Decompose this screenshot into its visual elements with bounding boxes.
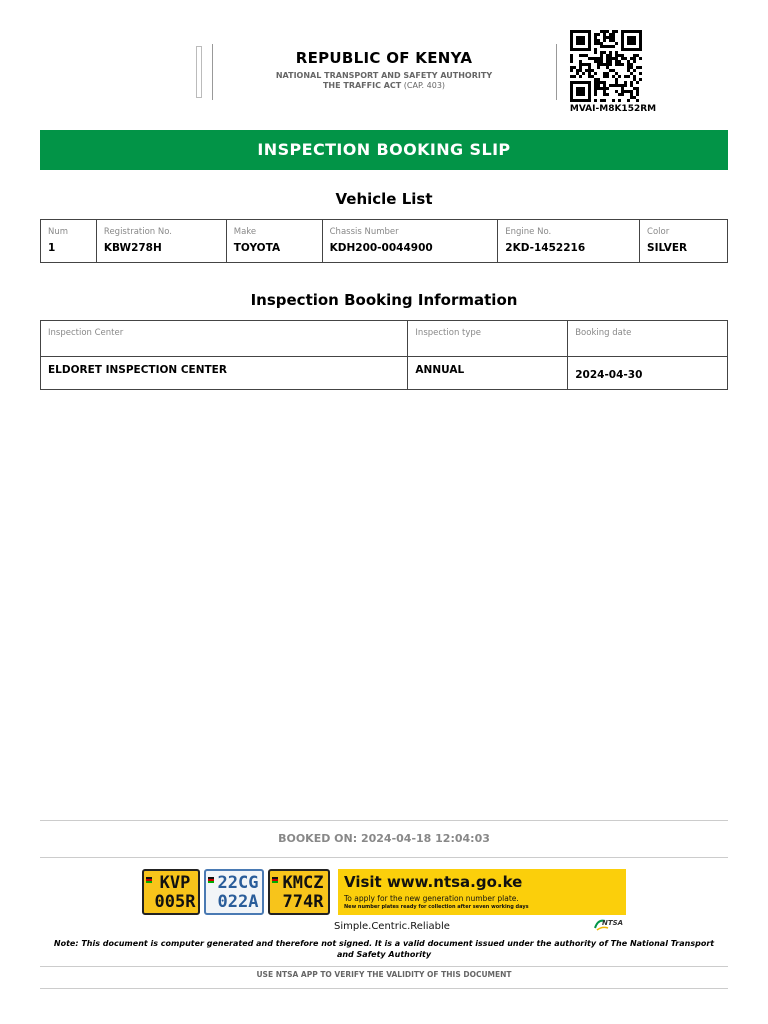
verify-instruction: USE NTSA APP TO VERIFY THE VALIDITY OF THIS DOCUMENT [256, 970, 512, 979]
authority-name: NATIONAL TRANSPORT AND SAFETY AUTHORITY [275, 71, 493, 80]
table-row [41, 357, 728, 390]
ntsa-logo: NTSA [594, 918, 628, 932]
vehicle-table [40, 219, 728, 263]
advert-visit-link: Visit www.ntsa.go.ke [344, 873, 523, 891]
plate-image: KVP 005R [142, 869, 200, 915]
flag-icon [146, 877, 152, 883]
traffic-act-line [214, 81, 554, 90]
vehicle-num-cell: Num 1 [41, 220, 97, 263]
make-cell: Make TOYOTA [226, 220, 322, 263]
header-divider-left [212, 44, 213, 100]
flag-icon [208, 877, 214, 883]
flag-icon [272, 877, 278, 883]
advert-small-text: New number plates ready for collection after seven working days [344, 904, 529, 910]
footer-divider [40, 857, 728, 858]
header-inspection-center: Inspection Center [48, 328, 124, 338]
header-booking-date: Booking date [575, 328, 632, 338]
plate-image: 22CG 022A [204, 869, 264, 915]
qr-code-label: MVAI-M8K152RM [569, 104, 657, 114]
disclaimer-note: Note: This document is computer generated and therefore not signed. It is a valid document issued under the authority of The National Transport and Safety Authority [53, 939, 715, 959]
advert-text-panel [338, 869, 626, 915]
plate-image: KMCZ 774R [268, 869, 330, 915]
coat-of-arms-logo [196, 46, 202, 98]
chassis-cell: Chassis Number KDH200-0044900 [322, 220, 498, 263]
document-header [0, 0, 768, 120]
act-cap: (CAP. 403) [403, 81, 446, 90]
slip-title-banner: INSPECTION BOOKING SLIP [40, 130, 728, 170]
registration-cell: Registration No. KBW278H [96, 220, 226, 263]
header-divider-right [556, 44, 557, 100]
booking-date-value: 2024-04-30 [575, 369, 643, 381]
inspection-type-value: ANNUAL [415, 364, 465, 376]
footer-divider [40, 966, 728, 967]
footer-divider [40, 988, 728, 989]
table-header-row [41, 321, 728, 357]
booked-on-timestamp: BOOKED ON: 2024-04-18 12:04:03 [278, 832, 490, 845]
header-inspection-type: Inspection type [415, 328, 482, 338]
inspection-center-value: ELDORET INSPECTION CENTER [48, 364, 227, 376]
table-row [41, 220, 728, 263]
booking-info-title: Inspection Booking Information [250, 291, 518, 309]
country-title: REPUBLIC OF KENYA [295, 49, 473, 67]
qr-code-icon [570, 30, 642, 102]
advert-apply-text: To apply for the new generation number plate. [344, 894, 519, 903]
act-name: THE TRAFFIC ACT [322, 81, 402, 90]
color-cell: Color SILVER [640, 220, 728, 263]
vehicle-list-title: Vehicle List [335, 190, 433, 208]
number-plate-advert [142, 867, 626, 915]
footer-divider [40, 820, 728, 821]
booking-table [40, 320, 728, 390]
slogan: Simple.Centric.Reliable [334, 921, 450, 932]
engine-cell: Engine No. 2KD-1452216 [498, 220, 640, 263]
